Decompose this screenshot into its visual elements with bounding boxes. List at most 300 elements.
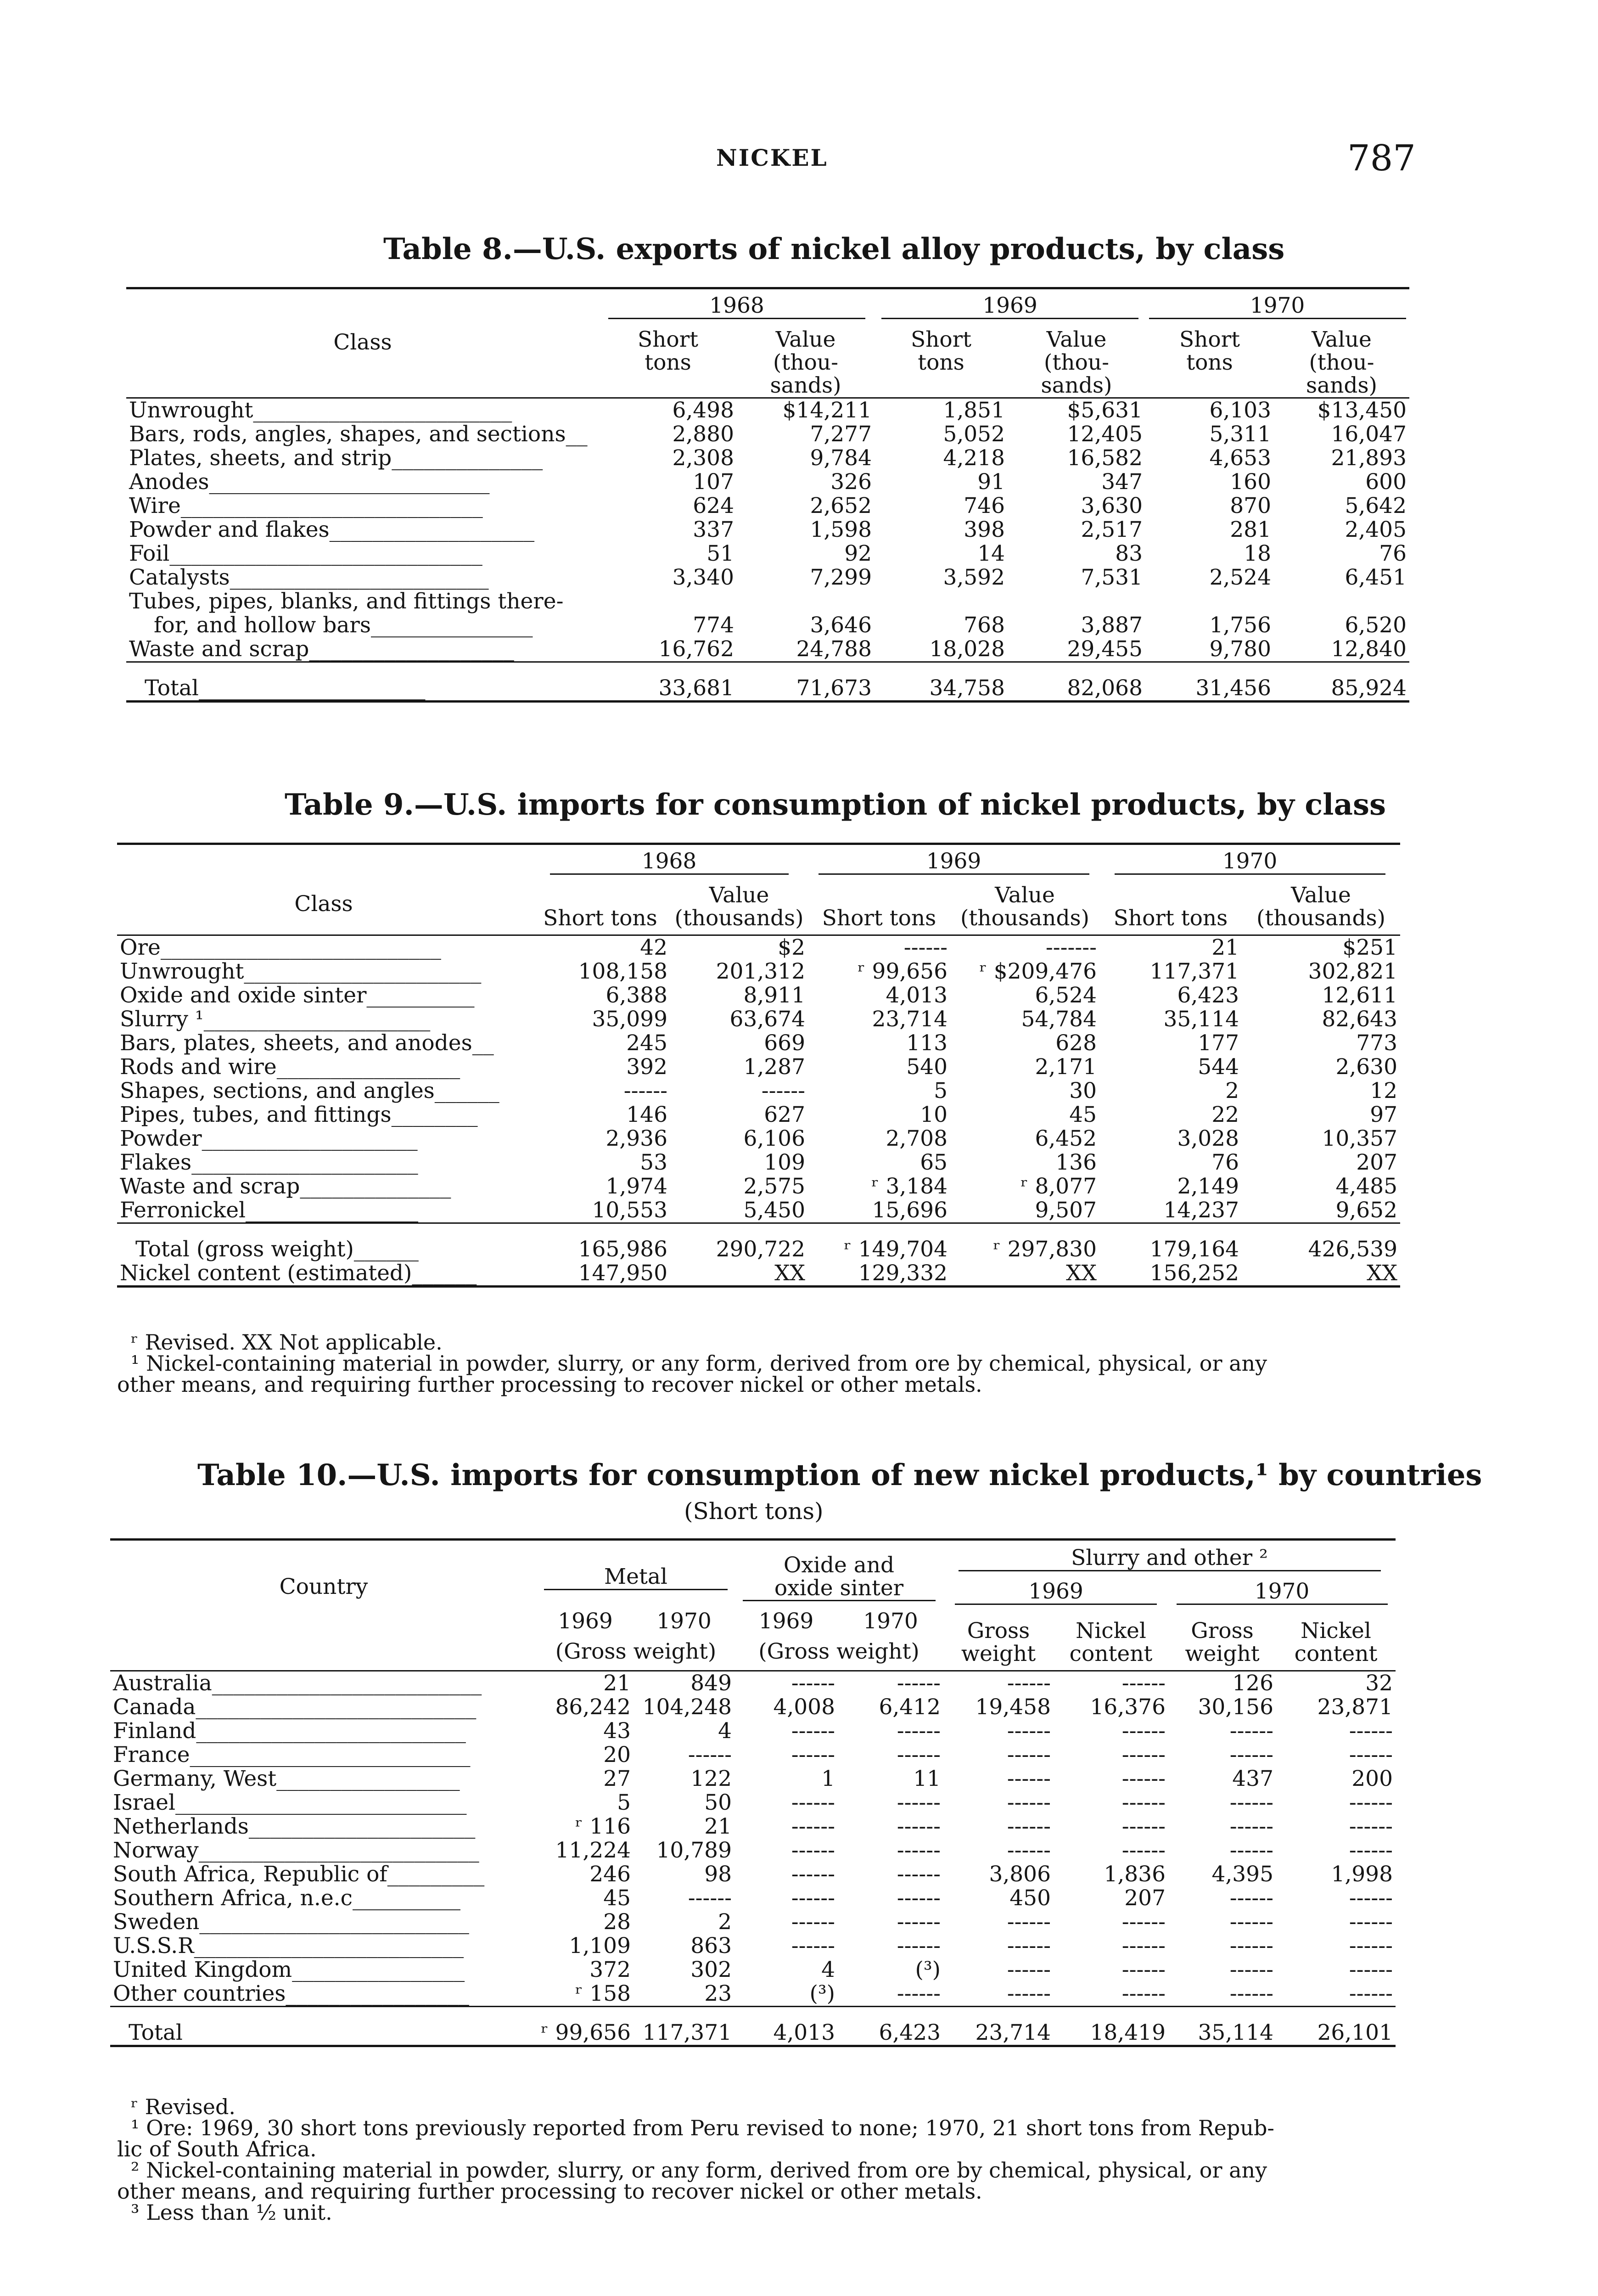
table8-row-cell [1145, 590, 1274, 613]
table10-row [110, 1958, 1396, 1982]
table9-total-row-cell: XX [1367, 1261, 1397, 1286]
row-leader: ______________________ [244, 959, 482, 984]
table10-metal-1969: 1969 [558, 1609, 613, 1634]
row-label-text: Finland [113, 1718, 196, 1744]
table10-slurry-year-1969: 1969 [955, 1580, 1157, 1605]
table10-row-cell: ------ [1007, 1814, 1051, 1839]
table9-row-cell: 302,821 [1308, 959, 1397, 984]
footnote-line: other means, and requiring further processing to recover nickel or other metals. [117, 2179, 982, 2204]
table10-row-label [110, 1934, 537, 1958]
table10-row [110, 1719, 1396, 1743]
table9-row-cell: 82,643 [1322, 1007, 1397, 1032]
table8-row [126, 542, 1409, 566]
table8-row-cell: 16,047 [1331, 422, 1407, 447]
row-leader: ____________________________ [180, 493, 483, 518]
row-leader: __________________________ [198, 1838, 479, 1863]
table8-row-cell: 9,780 [1209, 636, 1271, 662]
table10-metal-gross-weight: (Gross weight) [555, 1639, 717, 1664]
table8-row-cell: 2,517 [1081, 517, 1143, 542]
row-label-text: Catalysts [129, 565, 230, 590]
table8-total-row-label [126, 662, 599, 702]
table10-row [110, 1743, 1396, 1767]
table8-row-cell: 3,630 [1081, 493, 1143, 518]
table10-row-label [110, 1671, 537, 1696]
table8-row-label [126, 637, 599, 662]
table9-row-cell: 76 [1211, 1150, 1239, 1175]
table10-row-cell: ------ [1229, 1790, 1273, 1815]
table8-row-cell [737, 590, 875, 613]
table9-total-row [117, 1261, 1400, 1287]
row-leader: __________ [366, 983, 475, 1008]
table8-row-cell: 12,840 [1331, 636, 1407, 662]
table8-short-tons-header: Short tons [1179, 327, 1240, 375]
table10-row-label [110, 1958, 537, 1982]
table8-row-cell: 746 [964, 493, 1005, 518]
row-leader: ___________________ [329, 517, 535, 542]
table10-row-cell: ------ [1349, 1790, 1393, 1815]
table9-total-row-cell: ʳ 149,704 [844, 1237, 948, 1262]
row-leader: ___________________ [309, 636, 514, 662]
table9-row-cell: 207 [1356, 1150, 1397, 1175]
table9-year-1968: 1968 [550, 850, 789, 875]
table9-row-cell: 5 [934, 1078, 948, 1103]
table10-row-cell: 23 [704, 1981, 732, 2006]
row-label-text: Israel [113, 1790, 176, 1815]
table8-row-cell: 12,405 [1067, 422, 1143, 447]
table9-row-cell: 8,911 [743, 983, 805, 1008]
footnote-line: ² Nickel-containing material in powder, slurry, or any form, derived from ore by chemical, physical, or any [131, 2158, 1267, 2183]
table9-total-row [117, 1223, 1400, 1262]
table10-row-cell: ------ [1121, 1814, 1166, 1839]
table9-year-1970: 1970 [1115, 850, 1385, 875]
table9-row-cell: 2 [1225, 1078, 1239, 1103]
row-leader: ______________ [392, 445, 543, 471]
table9-body [117, 935, 1400, 1223]
table9-row-cell: 97 [1370, 1102, 1397, 1127]
table9-row-cell: 12,611 [1322, 983, 1397, 1008]
row-leader: ______________ [300, 1174, 451, 1199]
table9-total-row-cell: 165,986 [578, 1237, 667, 1262]
table8-row-cell: 18 [1244, 541, 1271, 566]
table8-total-row-cell: 33,681 [658, 675, 734, 701]
row-label-text: France [113, 1742, 190, 1767]
table9-row-cell: ------ [761, 1078, 805, 1103]
table8-row-cell: 3,887 [1081, 613, 1143, 638]
table8-year-1969: 1969 [881, 294, 1138, 319]
table9-short-tons-header: Short tons [1113, 906, 1228, 931]
table10-row-label [110, 1886, 537, 1910]
table8-row-cell: 29,455 [1067, 636, 1143, 662]
table8-row-label [126, 446, 599, 470]
table10-row [110, 1695, 1396, 1719]
table9-total-row-cell: 147,950 [578, 1261, 667, 1286]
table9-total-row-cell: 179,164 [1149, 1237, 1239, 1262]
table9-caption: Table 9.—U.S. imports for consumption of nickel products, by class [285, 788, 1386, 822]
row-label-text: Flakes [120, 1150, 192, 1175]
table10-row-cell: ------ [791, 1838, 835, 1863]
row-label-text: Oxide and oxide sinter [120, 983, 367, 1008]
table10-row-cell: ------ [897, 1933, 941, 1958]
table8-row-cell: 107 [693, 469, 734, 495]
table10-row-cell: ------ [1229, 1885, 1273, 1911]
table9-row-cell: 54,784 [1021, 1007, 1097, 1032]
row-label-text: Canada [113, 1694, 196, 1720]
table9-row-cell: ------ [623, 1078, 667, 1103]
table9-row [117, 1007, 1400, 1031]
table10-row-cell: ------ [897, 1838, 941, 1863]
table10-row-label [110, 1743, 537, 1767]
table10-country-header: Country [279, 1574, 368, 1599]
table9-row-cell: $251 [1342, 935, 1397, 960]
table9-row-cell: ʳ $209,476 [979, 959, 1097, 984]
table10-row-cell: ------ [791, 1862, 835, 1887]
table10-row-cell: 2 [718, 1909, 732, 1935]
table8-row-cell: 1,756 [1209, 613, 1271, 638]
row-label-text: Total (gross weight) [135, 1237, 354, 1262]
row-leader: _________________________ [194, 1933, 464, 1958]
table8-row-label [126, 494, 599, 518]
row-leader: _____________________________ [169, 541, 482, 566]
row-leader: _______________ [370, 613, 533, 638]
table8-total-row-cell: 71,673 [796, 675, 872, 701]
row-label-text: Australia [113, 1671, 212, 1696]
table10-row-cell: ------ [1007, 1909, 1051, 1935]
table10-row-cell: ------ [1121, 1933, 1166, 1958]
row-leader: __________________________ [209, 469, 490, 495]
table9-row-cell: 1,287 [743, 1054, 805, 1080]
table8-row-cell: 16,582 [1067, 445, 1143, 471]
row-label-text: United Kingdom [113, 1957, 292, 1982]
table9-row-cell: 10,553 [592, 1198, 667, 1223]
table9-row-cell: ʳ 8,077 [1020, 1174, 1097, 1199]
table8-total-row [126, 662, 1409, 702]
table9-row-cell: 45 [1069, 1102, 1097, 1127]
table10-row-cell: ------ [1121, 1838, 1166, 1863]
table9-row-cell: 1,974 [606, 1174, 667, 1199]
table10-row-cell: ------ [1007, 1671, 1051, 1696]
table9-total-row-cell: 156,252 [1149, 1261, 1239, 1286]
table8-row-label [126, 542, 599, 566]
table10-row-cell: 27 [603, 1766, 631, 1791]
table10-row-cell: 450 [1009, 1885, 1051, 1911]
table10-row-cell: 372 [589, 1957, 631, 1982]
table9-row [117, 1079, 1400, 1103]
table9-row-cell: ------ [903, 935, 948, 960]
row-label-text: Powder [120, 1126, 202, 1151]
table8-value-header: Value (thou- sands) [770, 327, 841, 398]
table9-row-cell: 3,028 [1177, 1126, 1239, 1151]
table8-row-cell: 3,646 [810, 613, 872, 638]
table9-row [117, 1031, 1400, 1055]
table10-row-cell: 1,836 [1104, 1862, 1166, 1887]
table9-row-label [117, 1007, 530, 1031]
table9-value-header: Value (thousands) [960, 883, 1089, 931]
table8-row-cell: 7,277 [810, 422, 872, 447]
table8-row-label [126, 590, 599, 613]
table9-row-cell: 4,013 [886, 983, 948, 1008]
table10-slurry-header: Slurry and other ² [959, 1546, 1381, 1571]
table10-row-cell: 849 [690, 1671, 732, 1696]
table10-row [110, 1791, 1396, 1815]
table10-row-cell: ------ [1121, 1742, 1166, 1767]
table10-row-cell: 5 [617, 1790, 631, 1815]
row-label-text: Rods and wire [120, 1054, 277, 1080]
row-leader: ____________________ [202, 1126, 418, 1151]
table9-row-cell: 669 [764, 1030, 805, 1056]
table10-row-cell: ------ [897, 1885, 941, 1911]
table9-row-cell: $2 [778, 935, 805, 960]
table10-row-cell: 20 [603, 1742, 631, 1767]
table10-row-cell: 1,998 [1331, 1862, 1393, 1887]
table8-row-cell: 18,028 [929, 636, 1005, 662]
table10-gross-weight-header: Gross weight [1185, 1618, 1260, 1666]
table9-row [117, 1175, 1400, 1199]
table10-row-cell: 1,109 [569, 1933, 631, 1958]
table8-row-cell [599, 590, 737, 613]
table8-row-cell: 1,598 [810, 517, 872, 542]
row-leader: _________________ [276, 1054, 460, 1080]
table10-row-label [110, 1863, 537, 1886]
table9-total-row-cell: 290,722 [716, 1237, 805, 1262]
table8-row-label [126, 398, 599, 423]
table10-row [110, 1863, 1396, 1886]
table10 [110, 1538, 1396, 2047]
table8-row-cell: 7,531 [1081, 565, 1143, 590]
table9-row-cell: 113 [906, 1030, 948, 1056]
table9-row-label [117, 1175, 530, 1199]
table10-metal-1970: 1970 [656, 1609, 712, 1634]
table10-row-label [110, 1982, 537, 2007]
table8-row-cell: $14,211 [782, 398, 872, 423]
table10-total-row-cell: 6,423 [879, 2020, 941, 2045]
table8-value-header: Value (thou- sands) [1041, 327, 1112, 398]
table10-row-cell: 302 [690, 1957, 732, 1982]
table10-row-cell: ------ [1007, 1742, 1051, 1767]
table9-row-label [117, 1031, 530, 1055]
table10-row-cell: ------ [897, 1862, 941, 1887]
row-label-text: Tubes, pipes, blanks, and fittings there- [129, 589, 564, 614]
table10-row-cell: 23,871 [1317, 1694, 1393, 1720]
table10-row-cell: 16,376 [1090, 1694, 1166, 1720]
footnote-line: ³ Less than ½ unit. [131, 2200, 332, 2225]
table9-row-cell: 245 [626, 1030, 667, 1056]
row-leader: ______ [412, 1261, 477, 1286]
table10-row-cell: 6,412 [879, 1694, 941, 1720]
table10-row-cell: ------ [1349, 1814, 1393, 1839]
table8-row-cell: 398 [964, 517, 1005, 542]
table9-row-cell: 6,524 [1035, 983, 1097, 1008]
table8-row-label [126, 518, 599, 542]
row-leader: _____________________ [248, 1814, 476, 1839]
footnote-line: ʳ Revised. XX Not applicable. [131, 1330, 443, 1355]
row-label-text: Nickel content (estimated) [120, 1261, 412, 1286]
table8-row [126, 422, 1409, 446]
table10-row-cell: ------ [897, 1981, 941, 2006]
table9-total-row-label [117, 1223, 530, 1262]
table8-row [126, 446, 1409, 470]
table8-row-cell: 870 [1230, 493, 1271, 518]
table10-slurry-year-1970: 1970 [1177, 1580, 1388, 1605]
table8-total [126, 662, 1409, 702]
table9-row-cell: 6,423 [1177, 983, 1239, 1008]
table9-row [117, 1151, 1400, 1175]
table10-row-cell: 4 [821, 1957, 835, 1982]
table10-total-row-cell: 35,114 [1198, 2020, 1273, 2045]
table10-row-cell: 86,242 [555, 1694, 631, 1720]
table8-row-cell: 624 [693, 493, 734, 518]
table10-row [110, 1982, 1396, 2007]
row-label-text: Sweden [113, 1909, 200, 1935]
table9-short-tons-header: Short tons [822, 906, 936, 931]
table10-row-cell: ------ [791, 1814, 835, 1839]
table10-row-cell: ------ [1121, 1957, 1166, 1982]
table8-row-cell: 2,880 [672, 422, 734, 447]
table9-total-row-cell: ʳ 297,830 [993, 1237, 1097, 1262]
table9-footnotes [117, 1332, 1267, 1395]
table10-row-cell: ------ [897, 1671, 941, 1696]
table8-row-cell: 6,451 [1345, 565, 1407, 590]
table9-row [117, 1199, 1400, 1223]
row-leader: ________________________ [253, 398, 512, 423]
table10-metal-header: Metal [544, 1565, 728, 1590]
table10-gross-weight-header: Gross weight [961, 1618, 1036, 1666]
row-label-text: Bars, rods, angles, shapes, and sections [129, 422, 566, 447]
table10-row-cell: ------ [1349, 1981, 1393, 2006]
table10-row-cell: ------ [1121, 1766, 1166, 1791]
table10-caption: Table 10.—U.S. imports for consumption of new nickel products,¹ by countries [197, 1458, 1482, 1492]
row-leader: ___________________________ [175, 1790, 467, 1815]
table10-row-cell: 10,789 [656, 1838, 732, 1863]
table10-row-label [110, 1791, 537, 1815]
row-leader: _____________________ [198, 675, 426, 701]
table10-row-cell: ------ [1229, 1981, 1273, 2006]
table10-row-cell: ------ [1349, 1742, 1393, 1767]
table10-row-cell: ------ [1007, 1790, 1051, 1815]
table8-row [126, 494, 1409, 518]
table10-row-cell: 4,395 [1211, 1862, 1273, 1887]
table9-row-label [117, 1079, 530, 1103]
table9-short-tons-header: Short tons [543, 906, 657, 931]
row-leader: ________________ [292, 1957, 465, 1982]
table9-row-label [117, 1055, 530, 1079]
row-label-text: Norway [113, 1838, 199, 1863]
table9-row-cell: 627 [764, 1102, 805, 1127]
footnote-line: ʳ Revised. [131, 2094, 236, 2119]
table9-row-label [117, 1151, 530, 1175]
table10-row-cell: 863 [690, 1933, 732, 1958]
table10-oxide-header: Oxide and oxide sinter [735, 1540, 943, 1605]
table8-total-row-cell: 34,758 [929, 675, 1005, 701]
table10-row-cell: ʳ 116 [575, 1814, 631, 1839]
table10-row [110, 1671, 1396, 1696]
table8-row-cell: 600 [1365, 469, 1407, 495]
row-label-text: Slurry ¹ [120, 1007, 204, 1032]
table9-row-cell: 22 [1211, 1102, 1239, 1127]
table10-row-cell: 50 [704, 1790, 732, 1815]
table8-row-label [126, 470, 599, 494]
table9-row-cell: 63,674 [729, 1007, 805, 1032]
table9-row-cell: ʳ 99,656 [858, 959, 948, 984]
table8-year-1970: 1970 [1149, 294, 1406, 319]
table8-class-header: Class [333, 330, 392, 355]
table10-row-cell: 19,458 [975, 1694, 1051, 1720]
table10-row-cell: ------ [1349, 1885, 1393, 1911]
row-label-text: Unwrought [120, 959, 244, 984]
table10-row-cell: ------ [1121, 1718, 1166, 1744]
row-label-text: South Africa, Republic of [113, 1862, 387, 1887]
table8-row-cell: 5,052 [943, 422, 1005, 447]
table9-row-cell: 4,485 [1335, 1174, 1397, 1199]
table10-row-cell: 11,224 [555, 1838, 631, 1863]
table10-row-cell: ------ [897, 1718, 941, 1744]
table10-row-cell: ------ [1121, 1671, 1166, 1696]
table8-row-cell: 768 [964, 613, 1005, 638]
table10-body [110, 1671, 1396, 2007]
table8-total-row-cell: 31,456 [1195, 675, 1271, 701]
table9-row-label [117, 1103, 530, 1127]
table8-row-cell: 83 [1115, 541, 1143, 566]
row-label-text: Pipes, tubes, and fittings [120, 1102, 392, 1127]
table8-row-cell: $5,631 [1067, 398, 1143, 423]
row-label-text: Netherlands [113, 1814, 249, 1839]
row-leader: __________________________ [190, 1742, 471, 1767]
table9-row-cell: 146 [626, 1102, 667, 1127]
row-leader: _________________________ [212, 1671, 482, 1696]
table10-row-cell: 437 [1232, 1766, 1273, 1791]
table10-total-row-label [110, 2007, 537, 2046]
table10-row [110, 1767, 1396, 1791]
row-leader: _________________________ [196, 1718, 466, 1744]
table9-value-header: Value (thousands) [1256, 883, 1385, 931]
footnote-line: other means, and requiring further processing to recover nickel or other metals. [117, 1372, 982, 1397]
table10-total-row-cell: 23,714 [975, 2020, 1051, 2045]
table10-row-label [110, 1910, 537, 1934]
table8-row [126, 566, 1409, 590]
table10-row-cell: 4 [718, 1718, 732, 1744]
table9-row-cell: 42 [640, 935, 667, 960]
table8-row-label [126, 422, 599, 446]
table8-row-cell: 3,340 [672, 565, 734, 590]
table8-row [126, 470, 1409, 494]
table9-row-label [117, 935, 530, 960]
table9-total-row-cell: XX [774, 1261, 805, 1286]
row-label-text: Total [129, 2020, 183, 2045]
row-leader: __________________________ [160, 935, 441, 960]
table10-total [110, 2007, 1396, 2046]
table8-short-tons-header: Short tons [637, 327, 699, 375]
table9-total-row-cell: XX [1066, 1261, 1097, 1286]
table9-row-cell: 540 [906, 1054, 948, 1080]
table9-row [117, 1103, 1400, 1127]
table8-row-cell: 51 [706, 541, 734, 566]
table8-row-cell: 2,308 [672, 445, 734, 471]
table9-row-cell: 10,357 [1322, 1126, 1397, 1151]
table10-row-cell: 104,248 [642, 1694, 732, 1720]
table10-row-cell: 21 [603, 1671, 631, 1696]
row-label-text: Southern Africa, n.e.c [113, 1885, 353, 1911]
table10-row [110, 1886, 1396, 1910]
table8-row-cell: 76 [1379, 541, 1407, 566]
table8-row-cell: 92 [844, 541, 872, 566]
table10-row-cell: ------ [897, 1909, 941, 1935]
table9-row-cell: 6,388 [606, 983, 667, 1008]
table10-total-row-cell: 4,013 [773, 2020, 835, 2045]
table9-row-cell: 6,452 [1035, 1126, 1097, 1151]
table9-row-cell: 14,237 [1163, 1198, 1239, 1223]
table10-row-cell: 207 [1124, 1885, 1166, 1911]
table10-row-label [110, 1815, 537, 1839]
table10-row-cell: 1 [821, 1766, 835, 1791]
